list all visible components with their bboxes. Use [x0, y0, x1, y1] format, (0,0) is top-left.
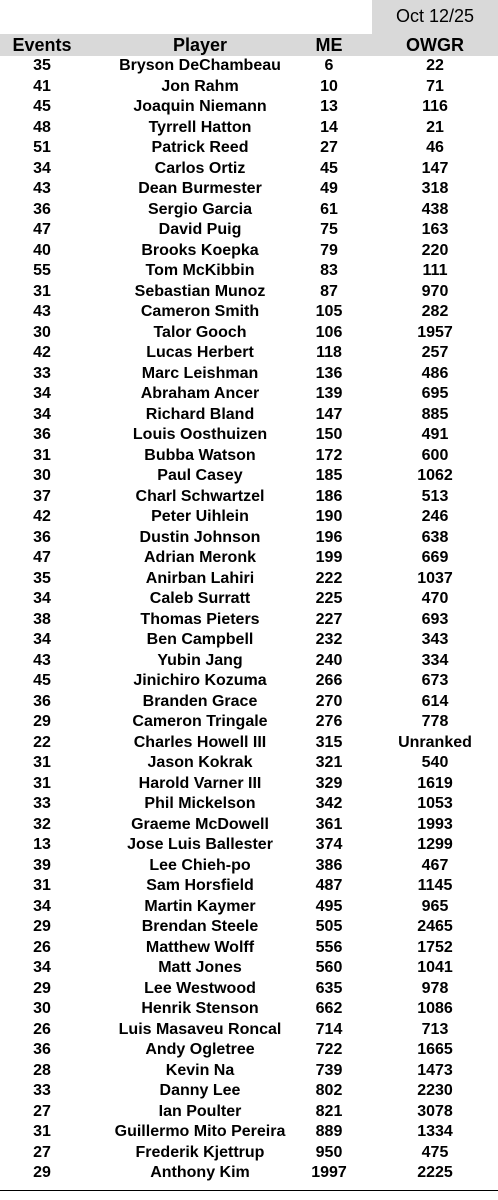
events-cell: 29 [33, 713, 51, 730]
player-cell: Henrik Stenson [141, 1000, 259, 1017]
table-row [0, 179, 498, 200]
player-cell: Yubin Jang [157, 651, 243, 669]
player-cell: Brendan Steele [141, 918, 259, 935]
owgr-cell: 334 [421, 651, 449, 669]
events-cell: 36 [33, 692, 51, 710]
events-cell: 31 [33, 754, 51, 771]
me-cell: 13 [320, 98, 338, 115]
events-cell: 35 [33, 57, 51, 74]
owgr-cell: 1037 [417, 569, 453, 587]
me-cell: 147 [315, 405, 343, 423]
owgr-cell: 1086 [417, 1000, 453, 1017]
events-cell: 45 [33, 98, 51, 115]
table-row [0, 999, 498, 1020]
me-cell: 635 [315, 979, 343, 997]
player-cell: Martin Kaymer [144, 897, 256, 915]
table-row [0, 323, 498, 344]
player-cell: Danny Lee [159, 1082, 241, 1099]
events-cell: 28 [33, 1061, 51, 1079]
events-cell: 29 [33, 979, 51, 997]
table-row [0, 405, 498, 426]
events-cell: 29 [33, 918, 51, 935]
table-row [0, 220, 498, 241]
player-cell: Abraham Ancer [140, 385, 260, 402]
owgr-cell: 695 [421, 385, 449, 402]
table-row [0, 835, 498, 856]
owgr-cell: 2225 [417, 1164, 453, 1181]
owgr-cell: 282 [421, 303, 449, 320]
table-row [0, 1102, 498, 1123]
owgr-cell: 614 [421, 692, 449, 710]
me-cell: 186 [315, 487, 343, 505]
table-row [0, 671, 498, 692]
table-row [0, 1122, 498, 1143]
table-row [0, 876, 498, 897]
me-cell: 374 [315, 836, 343, 853]
table-row [0, 97, 498, 118]
events-cell: 43 [33, 180, 51, 197]
player-cell: Charles Howell III [133, 733, 267, 751]
me-cell: 83 [320, 262, 338, 279]
owgr-cell: 970 [421, 282, 449, 300]
player-cell: Charl Schwartzel [135, 487, 265, 505]
me-cell: 61 [320, 200, 338, 218]
table-row [0, 692, 498, 713]
owgr-cell: 1957 [417, 323, 453, 341]
me-cell: 49 [320, 180, 338, 197]
owgr-cell: 600 [421, 446, 449, 464]
me-cell: 199 [315, 549, 343, 566]
player-cell: Matthew Wolff [145, 938, 255, 956]
table-row [0, 589, 498, 610]
player-cell: Jason Kokrak [147, 754, 253, 771]
owgr-cell: 46 [426, 139, 444, 156]
player-cell: Ben Campbell [146, 631, 254, 648]
player-cell: Carlos Ortiz [154, 159, 246, 177]
me-cell: 27 [320, 139, 338, 156]
owgr-cell: 116 [422, 98, 448, 115]
player-cell: Patrick Reed [151, 139, 249, 156]
table-bottom-border [0, 1190, 498, 1191]
me-cell: 342 [315, 795, 343, 812]
player-cell: Dean Burmester [138, 180, 262, 197]
player-cell: Peter Uihlein [151, 508, 249, 525]
owgr-cell: 513 [421, 487, 449, 505]
table-row [0, 1163, 498, 1184]
owgr-cell: 470 [421, 590, 449, 607]
me-cell: 87 [320, 282, 338, 300]
owgr-cell: 1299 [417, 836, 453, 853]
table-row [0, 138, 498, 159]
owgr-cell: 673 [421, 672, 449, 689]
table-row [0, 425, 498, 446]
table-row [0, 774, 498, 795]
events-cell: 27 [33, 1102, 51, 1120]
me-cell: 190 [315, 508, 343, 525]
player-cell: Lee Chieh-po [149, 856, 251, 874]
player-cell: Frederik Kjettrup [135, 1143, 265, 1161]
me-cell: 739 [315, 1061, 343, 1079]
me-cell: 136 [315, 364, 343, 382]
table-row [0, 118, 498, 139]
events-cell: 34 [33, 959, 51, 976]
owgr-cell: 438 [421, 200, 449, 218]
table-row [0, 548, 498, 569]
table-row [0, 261, 498, 282]
table-row [0, 241, 498, 262]
owgr-cell: 467 [421, 856, 449, 874]
me-cell: 225 [315, 590, 343, 607]
events-cell: 36 [33, 1041, 51, 1058]
me-cell: 270 [315, 692, 343, 710]
owgr-cell: 778 [421, 713, 449, 730]
events-cell: 47 [33, 221, 51, 238]
owgr-cell: 21 [426, 118, 444, 136]
owgr-cell: 1053 [417, 795, 453, 812]
player-cell: Sebastian Munoz [134, 282, 266, 300]
player-cell: Richard Bland [145, 405, 255, 423]
events-cell: 31 [33, 774, 51, 792]
player-cell: Bubba Watson [144, 446, 256, 464]
owgr-cell: 669 [421, 549, 449, 566]
events-cell: 33 [33, 1082, 51, 1099]
date-label: Oct 12/25 [395, 6, 475, 26]
me-cell: 10 [320, 77, 338, 95]
events-cell: 47 [33, 549, 51, 566]
owgr-cell: 491 [421, 426, 449, 443]
player-cell: Thomas Pieters [140, 610, 260, 628]
owgr-cell: 638 [421, 528, 449, 546]
events-cell: 42 [33, 344, 51, 361]
events-cell: 31 [33, 1123, 51, 1140]
table-row [0, 630, 498, 651]
me-cell: 361 [315, 815, 343, 833]
owgr-cell: 540 [421, 754, 449, 771]
player-cell: Luis Masaveu Roncal [118, 1020, 282, 1038]
table-row [0, 1143, 498, 1164]
events-cell: 43 [33, 303, 51, 320]
owgr-cell: 220 [421, 241, 449, 259]
player-cell: Dustin Johnson [139, 528, 261, 546]
owgr-cell: 147 [421, 159, 449, 177]
events-cell: 34 [33, 897, 51, 915]
me-cell: 150 [315, 426, 343, 443]
events-cell: 31 [33, 446, 51, 464]
me-cell: 185 [315, 467, 343, 484]
owgr-cell: 246 [421, 508, 449, 525]
player-cell: Talor Gooch [153, 323, 247, 341]
events-cell: 26 [33, 1020, 51, 1038]
owgr-cell: 22 [426, 57, 444, 74]
me-cell: 386 [315, 856, 343, 874]
owgr-cell: 885 [421, 405, 449, 423]
player-cell: Anirban Lahiri [145, 569, 255, 587]
owgr-cell: 1473 [417, 1061, 453, 1079]
owgr-cell: 693 [421, 610, 449, 628]
column-header-events: Events [12, 35, 72, 55]
events-cell: 36 [33, 528, 51, 546]
owgr-cell: 978 [421, 979, 449, 997]
me-cell: 118 [316, 344, 342, 361]
me-cell: 14 [320, 118, 338, 136]
events-cell: 41 [33, 77, 51, 95]
table-row [0, 651, 498, 672]
player-cell: Brooks Koepka [141, 241, 259, 259]
player-cell: Sergio Garcia [147, 200, 253, 218]
me-cell: 172 [315, 446, 343, 464]
owgr-cell: 1041 [417, 959, 453, 976]
me-cell: 487 [315, 877, 343, 894]
events-cell: 45 [33, 672, 51, 689]
player-cell: Anthony Kim [150, 1164, 250, 1181]
owgr-cell: 1062 [417, 467, 453, 484]
me-cell: 329 [315, 774, 343, 792]
owgr-cell: 713 [421, 1020, 449, 1038]
column-header-owgr: OWGR [406, 35, 464, 55]
owgr-cell: 2465 [417, 918, 453, 935]
me-cell: 505 [315, 918, 343, 935]
owgr-cell: 1145 [417, 877, 453, 894]
owgr-cell: 2230 [417, 1082, 453, 1099]
events-cell: 29 [33, 1164, 51, 1181]
me-cell: 45 [320, 159, 338, 177]
table-row [0, 384, 498, 405]
table-row [0, 282, 498, 303]
table-row [0, 446, 498, 467]
player-cell: Guillermo Mito Pereira [114, 1123, 286, 1140]
me-cell: 232 [315, 631, 343, 648]
player-cell: Sam Horsfield [146, 877, 254, 894]
me-cell: 722 [315, 1041, 343, 1058]
owgr-cell: 318 [421, 180, 449, 197]
table-row [0, 1061, 498, 1082]
player-cell: Harold Varner III [138, 774, 262, 792]
owgr-cell: 1334 [417, 1123, 453, 1140]
events-cell: 38 [33, 610, 51, 628]
table-row [0, 343, 498, 364]
owgr-cell: 1993 [417, 815, 453, 833]
events-cell: 37 [33, 487, 51, 505]
events-cell: 34 [33, 385, 51, 402]
me-cell: 821 [315, 1102, 343, 1120]
events-cell: 34 [33, 405, 51, 423]
events-cell: 34 [33, 631, 51, 648]
me-cell: 321 [315, 754, 343, 771]
table-row [0, 856, 498, 877]
column-header-me: ME [315, 35, 343, 55]
table-row [0, 897, 498, 918]
events-cell: 36 [33, 426, 51, 443]
events-cell: 48 [33, 118, 51, 136]
me-cell: 560 [315, 959, 343, 976]
player-cell: David Puig [158, 221, 242, 238]
me-cell: 276 [315, 713, 343, 730]
table-row [0, 77, 498, 98]
table-row [0, 1081, 498, 1102]
player-cell: Jinichiro Kozuma [133, 672, 267, 689]
me-cell: 315 [315, 733, 343, 751]
player-cell: Lucas Herbert [146, 344, 254, 361]
player-cell: Andy Ogletree [145, 1041, 255, 1058]
events-cell: 51 [33, 139, 51, 156]
table-row [0, 364, 498, 385]
table-row [0, 938, 498, 959]
events-cell: 39 [33, 856, 51, 874]
events-cell: 40 [33, 241, 51, 259]
me-cell: 196 [315, 528, 343, 546]
player-cell: Bryson DeChambeau [119, 57, 281, 74]
owgr-cell: 71 [426, 77, 444, 95]
table-row [0, 507, 498, 528]
events-cell: 34 [33, 159, 51, 177]
owgr-cell: 475 [421, 1143, 449, 1161]
me-cell: 75 [320, 221, 338, 238]
me-cell: 105 [315, 303, 343, 320]
me-cell: 227 [315, 610, 343, 628]
table-row [0, 733, 498, 754]
player-cell: Matt Jones [158, 959, 242, 976]
me-cell: 662 [315, 1000, 343, 1017]
me-cell: 240 [315, 651, 343, 669]
events-cell: 30 [33, 1000, 51, 1017]
player-cell: Adrian Meronk [143, 549, 256, 566]
events-cell: 34 [33, 590, 51, 607]
owgr-cell: 163 [421, 221, 449, 238]
player-cell: Ian Poulter [158, 1102, 242, 1120]
me-cell: 1997 [311, 1164, 347, 1181]
me-cell: 222 [315, 569, 343, 587]
table-body [0, 56, 498, 1184]
player-cell: Louis Oosthuizen [132, 426, 268, 443]
table-row [0, 1040, 498, 1061]
events-cell: 31 [33, 282, 51, 300]
player-cell: Marc Leishman [141, 364, 259, 382]
owgr-cell: 343 [421, 631, 449, 648]
owgr-cell: Unranked [398, 733, 472, 751]
events-cell: 36 [33, 200, 51, 218]
owgr-cell: 3078 [417, 1102, 453, 1120]
events-cell: 30 [33, 467, 51, 484]
events-cell: 42 [33, 508, 51, 525]
me-cell: 950 [315, 1143, 343, 1161]
player-cell: Joaquin Niemann [133, 98, 267, 115]
me-cell: 495 [315, 897, 343, 915]
owgr-cell: 111 [422, 262, 448, 279]
player-cell: Caleb Surratt [149, 590, 251, 607]
owgr-cell: 965 [421, 897, 449, 915]
events-cell: 13 [33, 836, 51, 853]
owgr-cell: 257 [421, 344, 449, 361]
table-row [0, 200, 498, 221]
me-cell: 714 [315, 1020, 343, 1038]
table-row [0, 528, 498, 549]
player-cell: Paul Casey [157, 467, 243, 484]
player-cell: Kevin Na [165, 1061, 235, 1079]
events-cell: 26 [33, 938, 51, 956]
me-cell: 802 [315, 1082, 343, 1099]
player-cell: Phil Mickelson [144, 795, 256, 812]
events-cell: 33 [33, 795, 51, 812]
events-cell: 31 [33, 877, 51, 894]
player-cell: Lee Westwood [144, 979, 256, 997]
me-cell: 556 [315, 938, 343, 956]
column-header-player: Player [172, 35, 228, 55]
events-cell: 27 [33, 1143, 51, 1161]
owgr-cell: 1752 [417, 938, 453, 956]
events-cell: 30 [33, 323, 51, 341]
owgr-cell: 1619 [417, 774, 453, 792]
owgr-cell: 1665 [417, 1041, 453, 1058]
me-cell: 266 [315, 672, 343, 689]
table-row [0, 794, 498, 815]
events-cell: 33 [33, 364, 51, 382]
events-cell: 35 [33, 569, 51, 587]
player-cell: Branden Grace [142, 692, 258, 710]
table-header [0, 34, 498, 56]
me-cell: 889 [315, 1123, 343, 1140]
table-row [0, 815, 498, 836]
table-row [0, 56, 498, 77]
me-cell: 106 [315, 323, 343, 341]
table-row [0, 917, 498, 938]
player-cell: Jose Luis Ballester [127, 836, 273, 853]
me-cell: 139 [315, 385, 343, 402]
events-cell: 43 [33, 651, 51, 669]
table-row [0, 302, 498, 323]
table-row [0, 159, 498, 180]
table-row [0, 753, 498, 774]
table-row [0, 466, 498, 487]
player-cell: Graeme McDowell [131, 815, 269, 833]
owgr-cell: 486 [421, 364, 449, 382]
events-cell: 32 [33, 815, 51, 833]
player-cell: Cameron Smith [140, 303, 260, 320]
player-cell: Cameron Tringale [132, 713, 268, 730]
events-cell: 22 [33, 733, 51, 751]
events-cell: 55 [33, 262, 51, 279]
me-cell: 6 [324, 57, 334, 74]
player-cell: Tom McKibbin [145, 262, 255, 279]
player-cell: Tyrrell Hatton [148, 118, 252, 136]
me-cell: 79 [320, 241, 338, 259]
player-cell: Jon Rahm [161, 77, 239, 95]
table-row [0, 1020, 498, 1041]
table-row [0, 569, 498, 590]
table-row [0, 958, 498, 979]
table-row [0, 979, 498, 1000]
table-row [0, 712, 498, 733]
table-row [0, 487, 498, 508]
table-row [0, 610, 498, 631]
